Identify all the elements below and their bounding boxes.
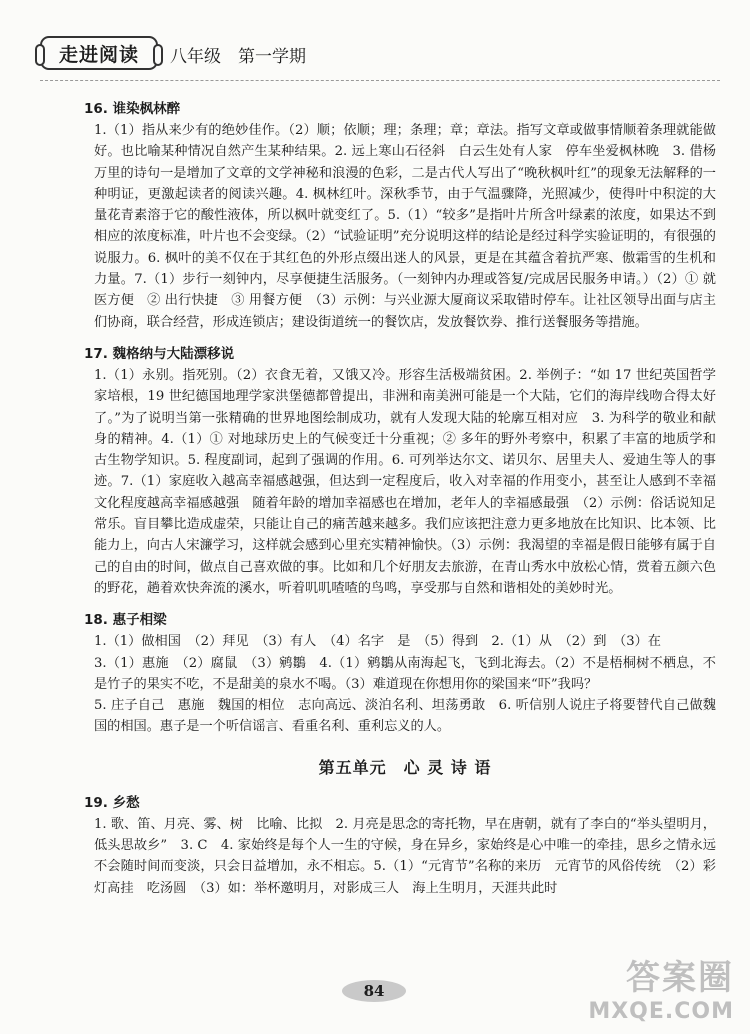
section-title: 17. 魏格纳与大陆漂移说 bbox=[84, 345, 235, 362]
section-title: 18. 惠子相梁 bbox=[84, 612, 167, 629]
section-body bbox=[94, 365, 730, 599]
answer-content bbox=[84, 98, 730, 909]
page-header bbox=[40, 36, 720, 78]
section-title: 19. 乡愁 bbox=[84, 794, 140, 811]
page-number: 84 bbox=[342, 976, 406, 1006]
section-body bbox=[94, 631, 716, 737]
section-17 bbox=[84, 343, 730, 599]
grade-label: 八年级 第一学期 bbox=[170, 47, 306, 67]
header-divider bbox=[40, 80, 720, 81]
section-title: 16. 谁染枫林醉 bbox=[84, 101, 181, 117]
book-series-badge: 走进阅读 bbox=[40, 36, 158, 70]
watermark-site: MXQE.COM bbox=[588, 999, 734, 1024]
section-body bbox=[94, 814, 716, 899]
section-16 bbox=[84, 98, 716, 333]
watermark-logo-text: 答案圈 bbox=[626, 958, 734, 998]
paragraph: 1.（1）永别。指死别。（2）衣食无着，又饿又冷。形容生活极端贫困。2. 举例子：“如 17 世纪英国哲学家培根，19 世纪德国地理学家洪堡德都曾提出，非洲和南美洲可能是一个大陆，它们的海岸线吻合得太好了。”为了说明当第一张精确的世界地图绘制成功，就有人发现大陆的轮廓互相对应 3. 为科学的敬业和献身的精神。4.（1）① 对地球历史上的气候变迁十分重视；② 多年的野外考察中，积累了丰富的地质学和古生物学知识。5. 程度副词，起到了强调的作用。6. 可列举达尔文、诺贝尔、居里夫人、爱迪生等人的事迹。7.（1）家庭收入越高幸福感越强，但达到一定程度后，收入对幸福的作用变小，甚至让人感到不幸福 文化程度越高幸福感越强 随着年龄的增加幸福感也在增加，老年人的幸福感最强 （2）示例：俗话说知足常乐。盲目攀比造成虚荣，只能让自己的痛苦越来越多。我们应该把注意力更多地放在比知识、比本领、比能力上，向古人宋濂学习，这样就会感到心里充实精神愉快。（3）示例：我渴望的幸福是假日能够有属于自己的自由的时间，做点自己喜欢做的事。比如和几个好朋友去旅游，在青山秀水中放松心情，赏着五颜六色的野花，趟着欢快奔流的溪水，听着叽叽喳喳的鸟鸣，享受那与自然和谐相处的美妙时光。 bbox=[94, 367, 730, 596]
watermark bbox=[588, 950, 734, 1024]
section-body bbox=[94, 120, 716, 333]
paragraph: 1.（1）做相国 （2）拜见 （3）有人 （4）名字 是 （5）得到 2.（1）从 （2）到 （3）在 bbox=[94, 634, 661, 650]
paragraph: 5. 庄子自己 惠施 魏国的相位 志向高远、淡泊名利、坦荡勇敢 6. 听信别人说庄子将要替代自己做魏国的相国。惠子是一个听信谣言、看重名利、重利忘义的人。 bbox=[94, 698, 716, 735]
paragraph: 1. 歌、笛、月亮、雾、树 比喻、比拟 2. 月亮是思念的寄托物，早在唐朝，就有了李白的“举头望明月，低头思故乡” 3. C 4. 家始终是每个人一生的守候，身在异乡，家始终是心中唯一的牵挂，思乡之情永远不会随时间而变淡，只会日益增加，永不相忘。5.（1）“元宵节”名称的来历 元宵节的风俗传统 （2）彩灯高挂 吃汤圆 （3）如：举杯邀明月，对影成三人 海上生明月，天涯共此时 bbox=[94, 816, 716, 896]
paragraph: 3.（1）惠施 （2）腐鼠 （3）鹓鶵 4.（1）鹓鶵从南海起飞，飞到北海去。（2）不是梧桐树不栖息，不是竹子的果实不吃，不是甜美的泉水不喝。（3）难道现在你想用你的梁国来“吓”我吗？ bbox=[94, 655, 716, 692]
paragraph: 1.（1）指从来少有的绝妙佳作。（2）顺；依顺；理；条理；章；章法。指写文章或做事情顺着条理就能做好。也比喻某种情况自然产生某种结果。2. 远上寒山石径斜 白云生处有人家 停车坐爱枫林晚 3. 借杨万里的诗句一是增加了文章的文学神秘和浪漫的色彩，二是古代人写出了“晚秋枫叶红”的现象无法解释的一种明证，更激起读者的阅读兴趣。4. 枫林红叶。深秋季节，由于气温骤降，光照减少，使得叶中积淀的大量花青素溶于它的酸性液体，所以枫叶就变红了。5.（1）“较多”是指叶片所含叶绿素的浓度，如果达不到相应的浓度标准，叶片也不会变绿。（2）“试验证明”充分说明这样的结论是经过科学实验证明的，有很强的说服力。6. 枫叶的美不仅在于其红色的外形点缀出迷人的风景，更是在其蕴含着抗严寒、傲霜雪的生机和力量。7.（1）步行一刻钟内，尽享便捷生活服务。（一刻钟内办理或答复/完成居民服务申请。）（2）① 就医方便 ② 出行快捷 ③ 用餐方便 （3）示例：与兴业源大厦商议采取错时停车。让社区领导出面与店主们协商，联合经营，形成连锁店；建设街道统一的餐饮店，发放餐饮券、推行送餐服务等措施。 bbox=[94, 123, 716, 330]
section-19 bbox=[84, 792, 716, 899]
section-18 bbox=[84, 609, 716, 737]
unit-title: 第五单元 心 灵 诗 语 bbox=[318, 757, 492, 777]
